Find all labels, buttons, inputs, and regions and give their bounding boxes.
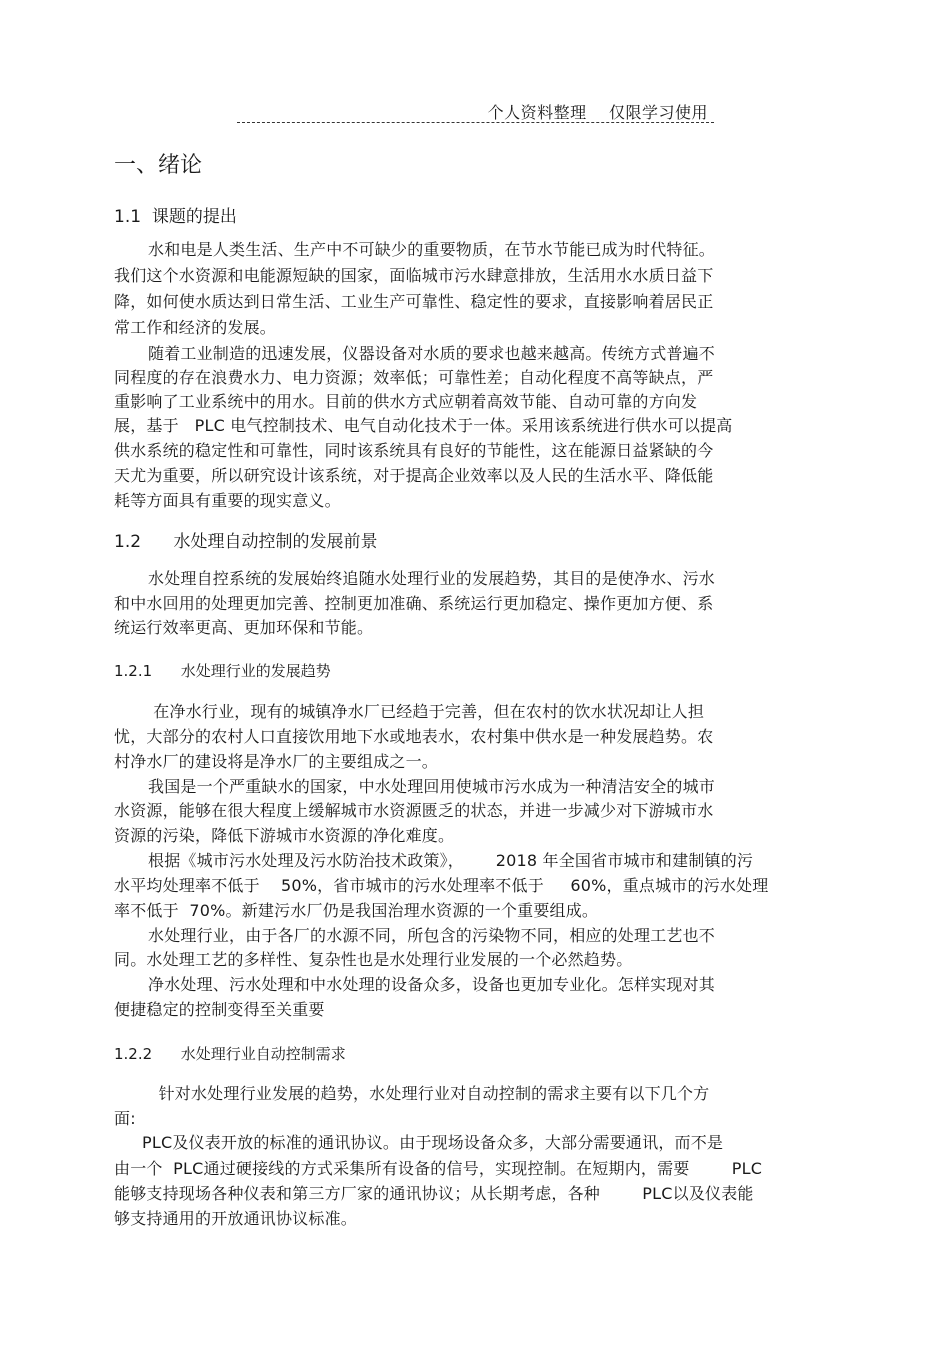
chapter-title: 一、绪论 xyxy=(114,153,203,178)
paragraph-line: 耗等方面具有重要的现实意义。 xyxy=(114,491,341,510)
paragraph-line: 天尤为重要，所以研究设计该系统，对于提高企业效率以及人民的生活水平、降低能 xyxy=(114,466,714,485)
paragraph-line: 降，如何使水质达到日常生活、工业生产可靠性、稳定性的要求，直接影响着居民正 xyxy=(114,292,714,311)
section-1-2-1-title: 1.2.1 水处理行业的发展趋势 xyxy=(114,662,331,680)
paragraph-line: 率不低于 70%。新建污水厂仍是我国治理水资源的一个重要组成。 xyxy=(114,901,599,920)
paragraph-line: 水处理行业，由于各厂的水源不同，所包含的污染物不同，相应的处理工艺也不 xyxy=(148,926,716,945)
paragraph-line: 净水处理、污水处理和中水处理的设备众多，设备也更加专业化。怎样实现对其 xyxy=(148,975,716,994)
paragraph-line: PLC及仪表开放的标准的通讯协议。由于现场设备众多，大部分需要通讯，而不是 xyxy=(142,1133,724,1152)
paragraph-line: 同。水处理工艺的多样性、复杂性也是水处理行业发展的一个必然趋势。 xyxy=(114,950,633,969)
paragraph-line: 同程度的存在浪费水力、电力资源；效率低；可靠性差；自动化程度不高等缺点，严 xyxy=(114,368,714,387)
paragraph-line: 随着工业制造的迅速发展，仪器设备对水质的要求也越来越高。传统方式普遍不 xyxy=(148,344,716,363)
paragraph-line: 忧，大部分的农村人口直接饮用地下水或地表水，农村集中供水是一种发展趋势。农 xyxy=(114,727,714,746)
paragraph-line: 能够支持现场各种仪表和第三方厂家的通讯协议；从长期考虑，各种 PLC以及仪表能 xyxy=(114,1184,754,1203)
paragraph-line: 供水系统的稳定性和可靠性，同时该系统具有良好的节能性，这在能源日益紧缺的今 xyxy=(114,441,714,460)
paragraph-line: 水和电是人类生活、生产中不可缺少的重要物质，在节水节能已成为时代特征。 xyxy=(148,240,716,259)
paragraph-line: 水平均处理率不低于 50%，省市城市的污水处理率不低于 60%，重点城市的污水处理 xyxy=(114,876,769,895)
paragraph-line: 水处理自控系统的发展始终追随水处理行业的发展趋势，其目的是使净水、污水 xyxy=(148,569,716,588)
paragraph-line: 根据《城市污水处理及污水防治技术政策》， 2018 年全国省市城市和建制镇的污 xyxy=(148,851,754,870)
paragraph-line: 在净水行业，现有的城镇净水厂已经趋于完善，但在农村的饮水状况却让人担 xyxy=(148,702,705,721)
paragraph-line: 重影响了工业系统中的用水。目前的供水方式应朝着高效节能、自动可靠的方向发 xyxy=(114,392,698,411)
page-header xyxy=(237,100,714,123)
paragraph-line: 便捷稳定的控制变得至关重要 xyxy=(114,1000,325,1019)
paragraph-line: 展，基于 PLC 电气控制技术、电气自动化技术于一体。采用该系统进行供水可以提高 xyxy=(114,416,733,435)
paragraph-line: 和中水回用的处理更加完善、控制更加准确、系统运行更加稳定、操作更加方便、系 xyxy=(114,594,714,613)
paragraph-line: 资源的污染，降低下游城市水资源的净化难度。 xyxy=(114,826,455,845)
section-1-1-title: 1.1 课题的提出 xyxy=(114,207,237,227)
section-1-2-2-title: 1.2.2 水处理行业自动控制需求 xyxy=(114,1045,346,1063)
paragraph-line: 面: xyxy=(114,1109,136,1128)
section-1-2-title: 1.2 水处理自动控制的发展前景 xyxy=(114,532,378,552)
paragraph-line: 由一个 PLC通过硬接线的方式采集所有设备的信号，实现控制。在短期内，需要 PLC xyxy=(114,1159,763,1178)
paragraph-line: 够支持通用的开放通讯协议标准。 xyxy=(114,1209,358,1228)
paragraph-line: 针对水处理行业发展的趋势，水处理行业对自动控制的需求主要有以下几个方 xyxy=(148,1084,710,1103)
paragraph-line: 我们这个水资源和电能源短缺的国家，面临城市污水肆意排放，生活用水水质日益下 xyxy=(114,266,714,285)
paragraph-line: 水资源，能够在很大程度上缓解城市水资源匮乏的状态，并进一步减少对下游城市水 xyxy=(114,801,714,820)
paragraph-line: 我国是一个严重缺水的国家，中水处理回用使城市污水成为一种清洁安全的城市 xyxy=(148,777,716,796)
paragraph-line: 常工作和经济的发展。 xyxy=(114,318,277,337)
paragraph-line: 统运行效率更高、更加环保和节能。 xyxy=(114,618,374,637)
header-text: 个人资料整理 仅限学习使用 xyxy=(487,103,708,122)
paragraph-line: 村净水厂的建设将是净水厂的主要组成之一。 xyxy=(114,752,439,771)
